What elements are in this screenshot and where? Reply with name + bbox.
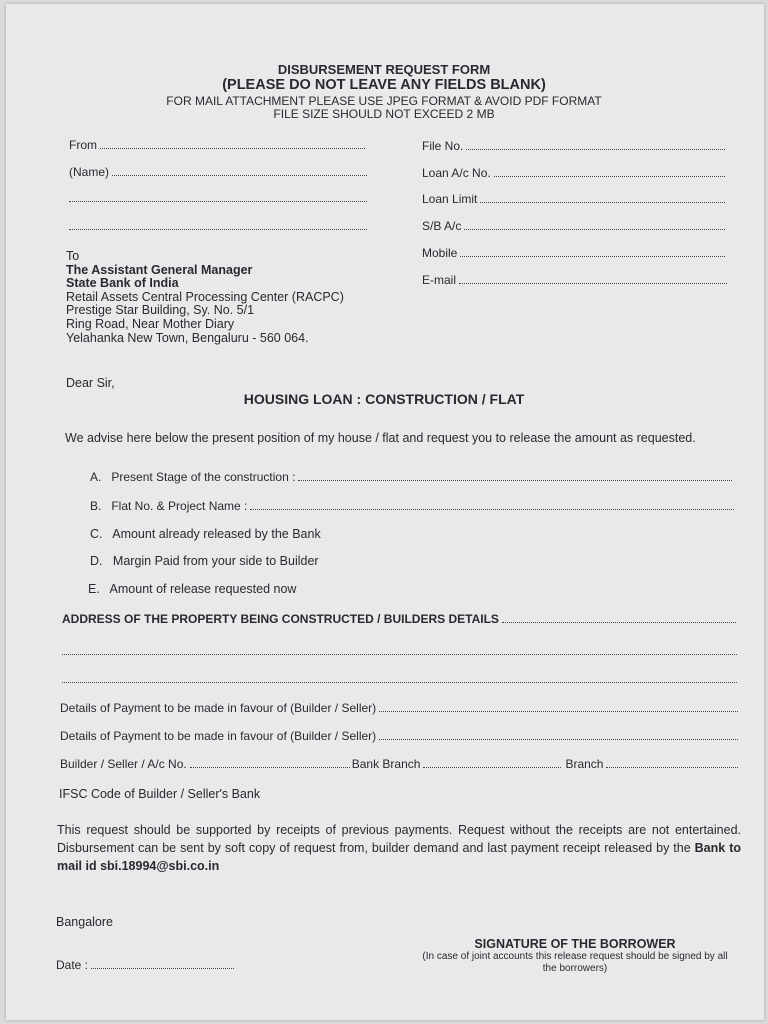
loan-limit-label: Loan Limit — [422, 192, 478, 206]
email-line[interactable] — [459, 274, 727, 284]
bank-branch-label: Bank Branch — [351, 757, 421, 771]
loan-limit-field[interactable] — [422, 192, 725, 206]
recipient-address — [66, 250, 344, 345]
file-no-line[interactable] — [466, 140, 725, 150]
address-line-2-dots[interactable] — [69, 220, 367, 230]
from-line[interactable] — [100, 139, 365, 149]
recipient-city: Yelahanka New Town, Bengaluru - 560 064. — [66, 330, 309, 345]
recipient-road: Ring Road, Near Mother Diary — [66, 316, 235, 331]
name-label: (Name) — [69, 165, 110, 179]
from-label: From — [69, 138, 97, 152]
mobile-label: Mobile — [422, 246, 458, 260]
form-title: DISBURSEMENT REQUEST FORM — [277, 62, 491, 77]
from-field[interactable] — [69, 138, 365, 152]
payment-line-1[interactable] — [379, 702, 738, 712]
mail-id-text: Bank to mail id sbi.18994@sbi.co.in — [57, 841, 741, 873]
property-address-label: ADDRESS OF THE PROPERTY BEING CONSTRUCTED / BUILDERS DETAILS — [62, 612, 499, 626]
place-label: Bangalore — [56, 915, 113, 929]
item-c-label: C. Amount already released by the Bank — [90, 527, 321, 541]
item-e-label: E. Amount of release requested now — [88, 582, 297, 596]
payment-label-1: Details of Payment to be made in favour of (Builder / Seller) — [60, 701, 377, 715]
address-line-1[interactable] — [69, 192, 367, 202]
file-no-label: File No. — [422, 139, 464, 153]
date-line[interactable] — [91, 959, 234, 969]
item-a-line[interactable] — [298, 471, 732, 481]
date-label: Date : — [56, 958, 89, 972]
ac-no-label: Builder / Seller / A/c No. — [60, 757, 187, 771]
property-address-line-2[interactable] — [62, 645, 737, 655]
branch-label: Branch — [565, 757, 604, 771]
branch-line[interactable] — [606, 758, 738, 768]
salutation: Dear Sir, — [66, 376, 115, 390]
property-address-field[interactable] — [62, 612, 736, 626]
form-subtitle: (PLEASE DO NOT LEAVE ANY FIELDS BLANK) — [222, 77, 546, 93]
payment-line-2[interactable] — [379, 730, 738, 740]
sb-ac-line[interactable] — [464, 220, 725, 230]
ifsc-label: IFSC Code of Builder / Seller's Bank — [59, 787, 261, 801]
ac-no-line[interactable] — [190, 758, 350, 768]
loan-ac-field[interactable] — [422, 166, 725, 180]
address-line-1-dots[interactable] — [69, 192, 367, 202]
item-d-label: D. Margin Paid from your side to Builder — [90, 554, 319, 568]
property-address-line-3-dots[interactable] — [62, 673, 737, 683]
subject-heading: HOUSING LOAN : CONSTRUCTION / FLAT — [243, 391, 525, 407]
property-address-line-3[interactable] — [62, 673, 737, 683]
recipient-center: Retail Assets Central Processing Center (RACPC) — [66, 289, 344, 304]
file-no-field[interactable] — [422, 139, 725, 153]
property-address-line[interactable] — [502, 613, 736, 623]
bank-branch-line[interactable] — [423, 758, 561, 768]
item-a-label: A. Present Stage of the construction : — [90, 470, 296, 484]
signature-title: SIGNATURE OF THE BORROWER — [474, 937, 676, 951]
recipient-title: The Assistant General Manager — [66, 262, 253, 277]
item-b-field[interactable] — [90, 499, 734, 513]
payment-label-2: Details of Payment to be made in favour of (Builder / Seller) — [60, 729, 377, 743]
email-field[interactable] — [422, 273, 727, 287]
mobile-field[interactable] — [422, 246, 725, 260]
intro-paragraph: We advise here below the present position of my house / flat and request you to release the amount as requested. — [65, 431, 696, 445]
builder-account-row[interactable] — [60, 757, 738, 771]
recipient-building: Prestige Star Building, Sy. No. 5/1 — [66, 303, 255, 318]
name-line[interactable] — [112, 166, 367, 176]
loan-limit-line[interactable] — [480, 193, 725, 203]
recipient-bank: State Bank of India — [66, 276, 179, 291]
item-b-line[interactable] — [250, 500, 734, 510]
sb-ac-label: S/B A/c — [422, 219, 462, 233]
sb-ac-field[interactable] — [422, 219, 725, 233]
email-label: E-mail — [422, 273, 457, 287]
payment-field-2[interactable] — [60, 729, 738, 743]
loan-ac-line[interactable] — [494, 167, 725, 177]
receipts-note-text: This request should be supported by receipts of previous payments. Request without the receipts are not entertained. Disbursement can be sent by soft copy of request from, builder demand and last payment receipt released by the — [57, 823, 741, 855]
signature-note: (In case of joint accounts this release request should be signed by all the borrowers) — [422, 951, 728, 974]
item-a-field[interactable] — [90, 470, 732, 484]
property-address-line-2-dots[interactable] — [62, 645, 737, 655]
attachment-note: FOR MAIL ATTACHMENT PLEASE USE JPEG FORMAT & AVOID PDF FORMAT — [166, 94, 602, 108]
date-field[interactable] — [56, 958, 234, 972]
payment-field-1[interactable] — [60, 701, 738, 715]
receipts-note — [57, 821, 741, 875]
mobile-line[interactable] — [460, 247, 725, 257]
item-b-label: B. Flat No. & Project Name : — [90, 499, 248, 513]
to-label: To — [66, 249, 80, 263]
address-line-2[interactable] — [69, 220, 367, 230]
file-size-note: FILE SIZE SHOULD NOT EXCEED 2 MB — [273, 107, 495, 121]
loan-ac-label: Loan A/c No. — [422, 166, 491, 180]
name-field[interactable] — [69, 165, 367, 179]
